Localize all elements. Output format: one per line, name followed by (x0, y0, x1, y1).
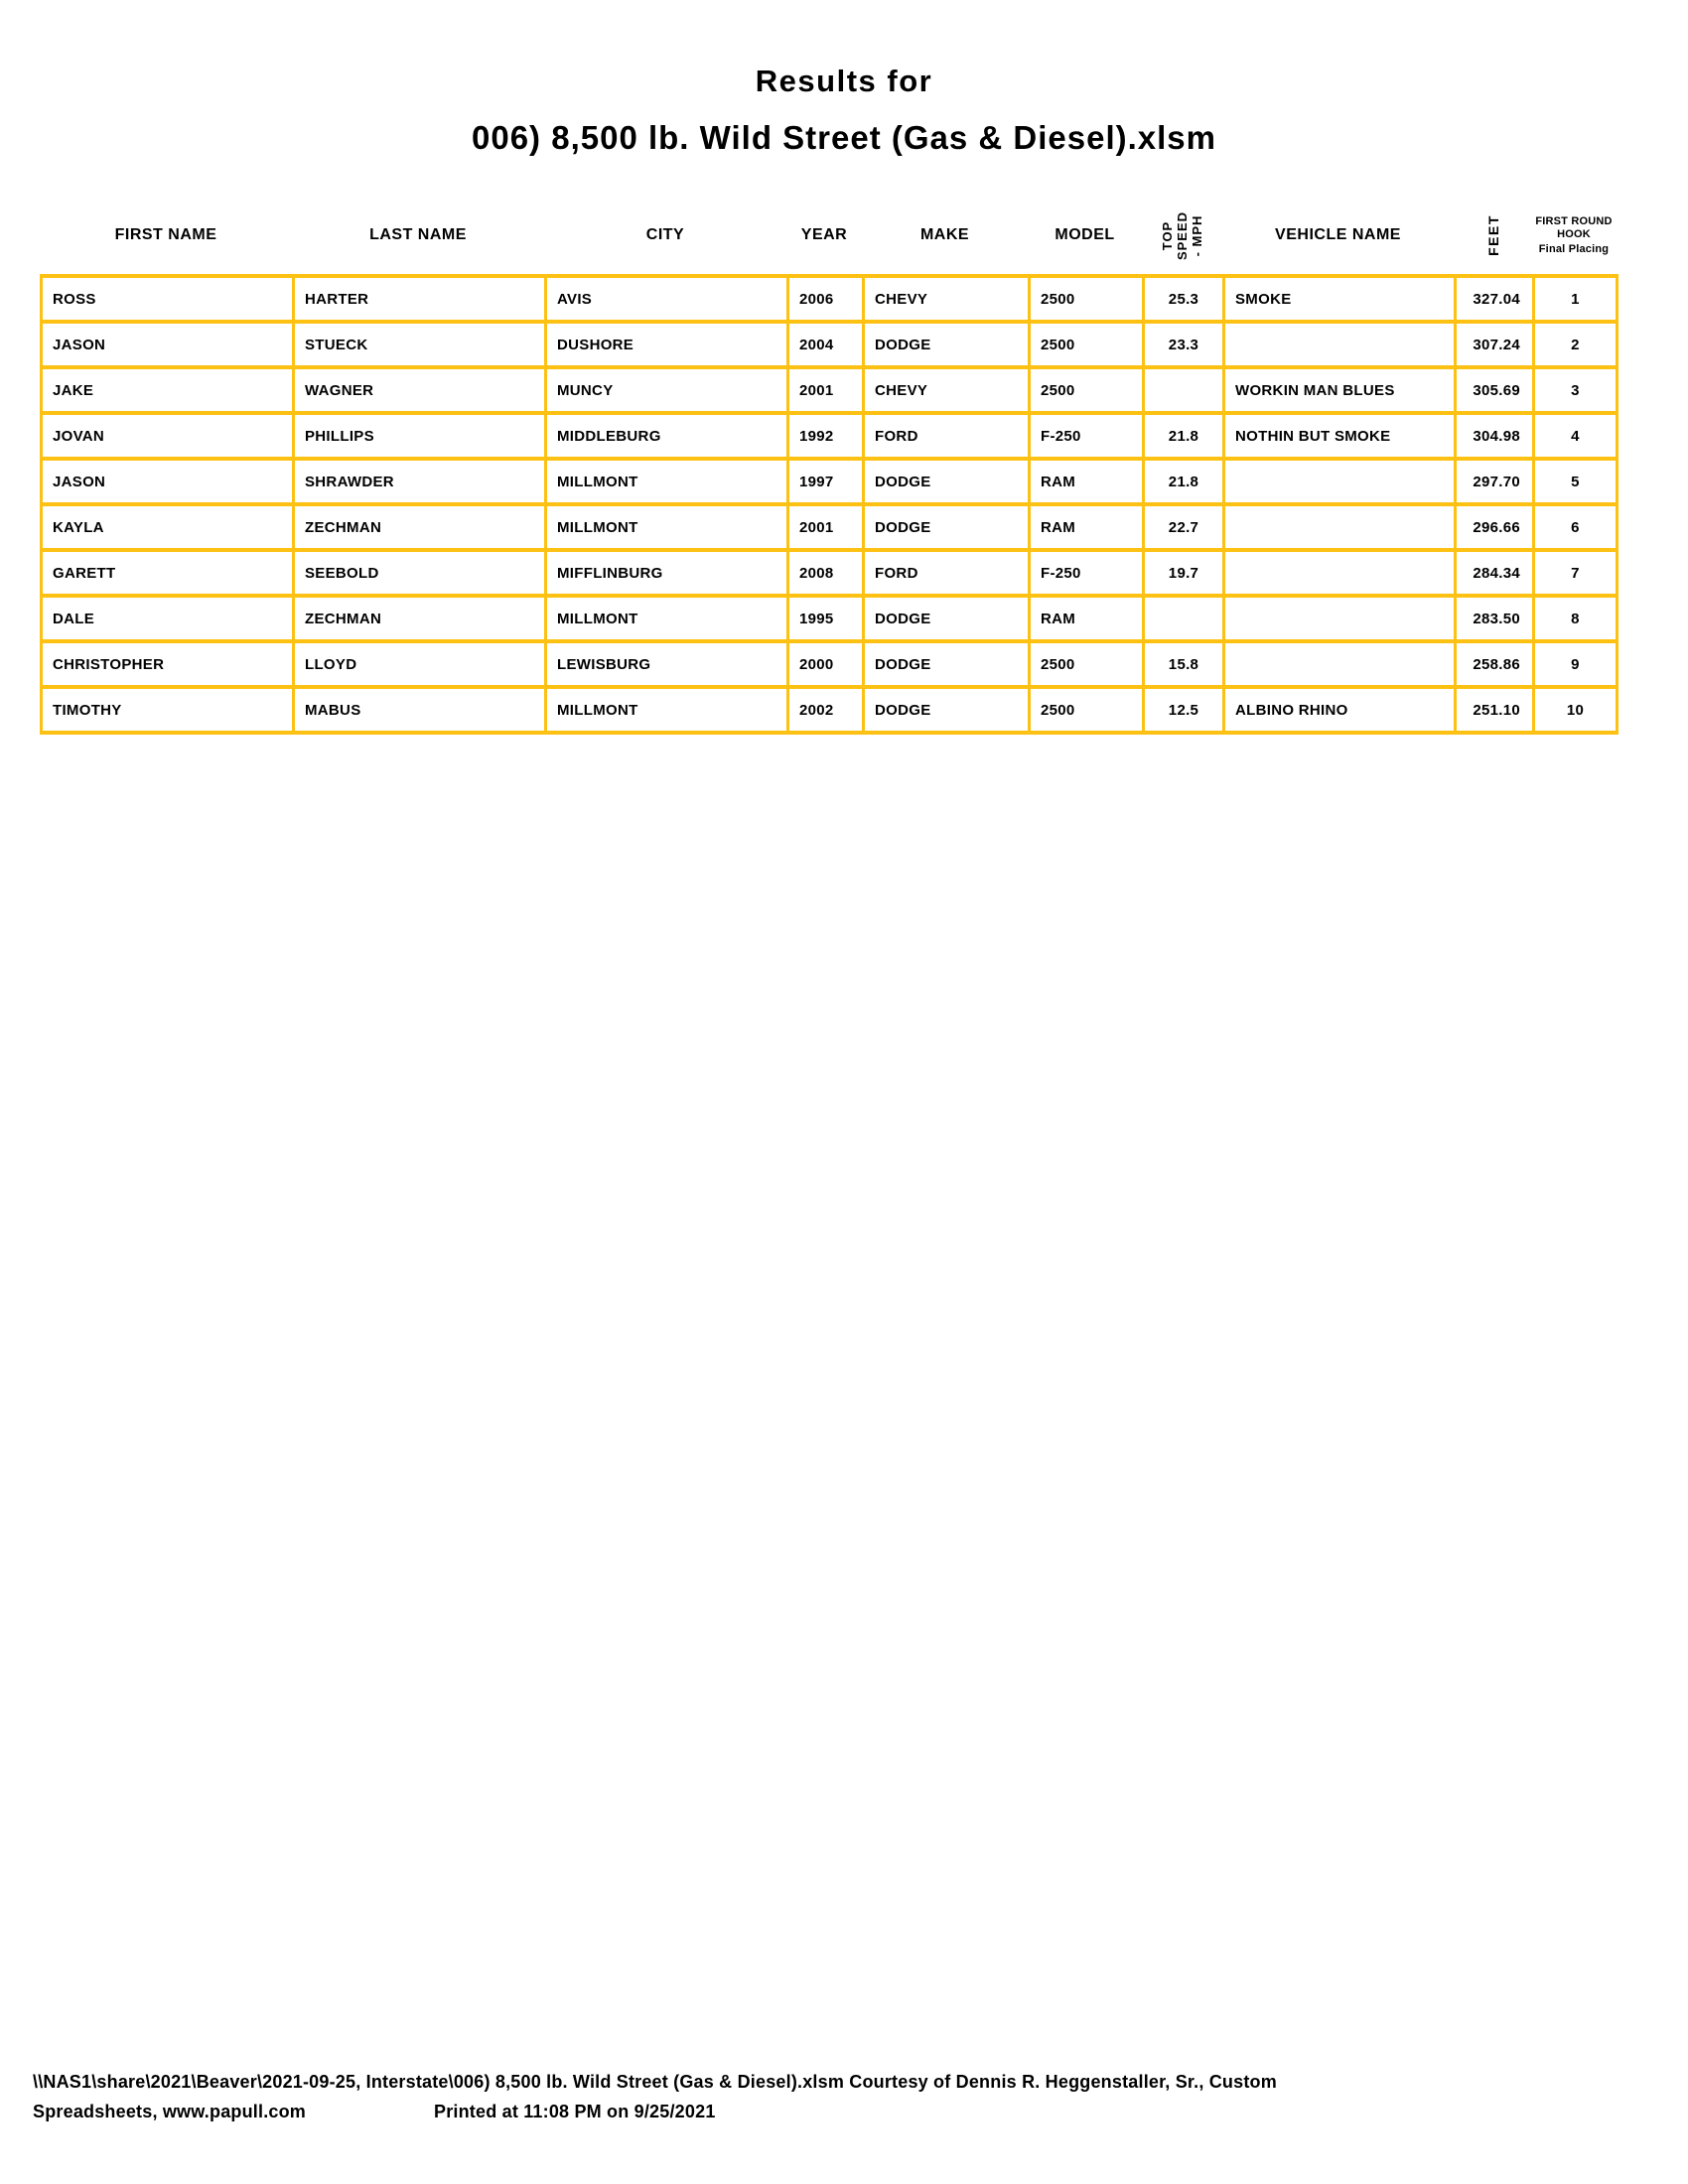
cell-city: LEWISBURG (546, 641, 788, 687)
cell-top_speed: 21.8 (1144, 413, 1224, 459)
cell-feet: 296.66 (1456, 504, 1534, 550)
col-header-label: MODEL (1055, 226, 1115, 243)
cell-feet: 304.98 (1456, 413, 1534, 459)
cell-top_speed: 23.3 (1144, 322, 1224, 367)
cell-feet: 305.69 (1456, 367, 1534, 413)
cell-vehicle_name (1224, 596, 1456, 641)
cell-year: 2002 (788, 687, 864, 733)
col-header-placing (1532, 197, 1616, 274)
col-header-last-name (292, 197, 544, 274)
results-table (40, 274, 1618, 735)
cell-top_speed: 22.7 (1144, 504, 1224, 550)
cell-model: RAM (1030, 459, 1144, 504)
cell-feet: 251.10 (1456, 687, 1534, 733)
col-header-sublabel: Final Placing (1538, 242, 1610, 255)
cell-make: DODGE (864, 322, 1030, 367)
cell-top_speed: 15.8 (1144, 641, 1224, 687)
cell-first_name: JOVAN (42, 413, 294, 459)
cell-placing: 9 (1534, 641, 1618, 687)
cell-placing: 8 (1534, 596, 1618, 641)
cell-placing: 4 (1534, 413, 1618, 459)
col-header-vehicle-name (1222, 197, 1454, 274)
cell-last_name: STUECK (294, 322, 546, 367)
col-header-year (786, 197, 862, 274)
cell-feet: 297.70 (1456, 459, 1534, 504)
cell-feet: 283.50 (1456, 596, 1534, 641)
rotated-header-text: FEET (1484, 214, 1501, 256)
cell-year: 1992 (788, 413, 864, 459)
cell-model: 2500 (1030, 276, 1144, 322)
cell-first_name: JAKE (42, 367, 294, 413)
col-header-model (1028, 197, 1142, 274)
cell-feet: 307.24 (1456, 322, 1534, 367)
cell-vehicle_name (1224, 641, 1456, 687)
footer-line2 (33, 2097, 1651, 2126)
col-header-label-line: HOOK (1557, 227, 1591, 240)
cell-top_speed: 19.7 (1144, 550, 1224, 596)
col-header-first-name (40, 197, 292, 274)
table-row (42, 413, 1618, 459)
cell-placing: 5 (1534, 459, 1618, 504)
cell-vehicle_name (1224, 550, 1456, 596)
table-column-headers (40, 197, 1616, 274)
table-row (42, 367, 1618, 413)
cell-vehicle_name: WORKIN MAN BLUES (1224, 367, 1456, 413)
table-row (42, 504, 1618, 550)
report-footer (33, 2067, 1651, 2126)
cell-city: MIFFLINBURG (546, 550, 788, 596)
cell-year: 2001 (788, 504, 864, 550)
cell-vehicle_name: NOTHIN BUT SMOKE (1224, 413, 1456, 459)
table-row (42, 459, 1618, 504)
cell-city: DUSHORE (546, 322, 788, 367)
cell-make: DODGE (864, 596, 1030, 641)
col-header-label: VEHICLE NAME (1275, 226, 1401, 243)
cell-placing: 3 (1534, 367, 1618, 413)
cell-make: DODGE (864, 641, 1030, 687)
footer-credit: Spreadsheets, www.papull.com (33, 2102, 307, 2121)
cell-year: 2001 (788, 367, 864, 413)
page-subtitle-filename: 006) 8,500 lb. Wild Street (Gas & Diesel).xlsm (472, 119, 1216, 156)
cell-model: F-250 (1030, 413, 1144, 459)
cell-top_speed (1144, 596, 1224, 641)
table-row (42, 687, 1618, 733)
cell-last_name: SHRAWDER (294, 459, 546, 504)
col-header-top-speed (1142, 197, 1222, 274)
cell-vehicle_name: SMOKE (1224, 276, 1456, 322)
cell-year: 1997 (788, 459, 864, 504)
cell-city: MILLMONT (546, 687, 788, 733)
table-row (42, 596, 1618, 641)
col-header-city (544, 197, 786, 274)
rotated-header-text (1160, 210, 1204, 259)
cell-placing: 7 (1534, 550, 1618, 596)
cell-first_name: CHRISTOPHER (42, 641, 294, 687)
cell-first_name: KAYLA (42, 504, 294, 550)
cell-top_speed: 21.8 (1144, 459, 1224, 504)
cell-last_name: LLOYD (294, 641, 546, 687)
col-header-make (862, 197, 1028, 274)
col-header-label: CITY (645, 226, 685, 243)
cell-last_name: MABUS (294, 687, 546, 733)
col-header-label: YEAR (800, 226, 848, 243)
cell-feet: 284.34 (1456, 550, 1534, 596)
col-header-label: MAKE (919, 226, 970, 243)
cell-last_name: ZECHMAN (294, 504, 546, 550)
cell-feet: 258.86 (1456, 641, 1534, 687)
cell-top_speed: 12.5 (1144, 687, 1224, 733)
cell-last_name: PHILLIPS (294, 413, 546, 459)
cell-make: CHEVY (864, 367, 1030, 413)
cell-year: 2006 (788, 276, 864, 322)
col-header-feet (1454, 197, 1532, 274)
cell-placing: 2 (1534, 322, 1618, 367)
cell-first_name: DALE (42, 596, 294, 641)
page-title: Results for (755, 64, 933, 98)
cell-vehicle_name (1224, 504, 1456, 550)
cell-city: MUNCY (546, 367, 788, 413)
col-header-label: LAST NAME (369, 226, 467, 243)
cell-vehicle_name (1224, 459, 1456, 504)
cell-placing: 10 (1534, 687, 1618, 733)
placing-header-text (1535, 215, 1612, 256)
cell-top_speed (1144, 367, 1224, 413)
cell-city: MIDDLEBURG (546, 413, 788, 459)
col-header-label-line: TOP (1159, 220, 1175, 250)
cell-make: CHEVY (864, 276, 1030, 322)
cell-city: MILLMONT (546, 459, 788, 504)
col-header-label-line: - MPH (1189, 214, 1204, 256)
cell-last_name: HARTER (294, 276, 546, 322)
cell-make: FORD (864, 413, 1030, 459)
cell-last_name: ZECHMAN (294, 596, 546, 641)
cell-make: DODGE (864, 504, 1030, 550)
cell-model: RAM (1030, 504, 1144, 550)
cell-city: MILLMONT (546, 596, 788, 641)
cell-placing: 6 (1534, 504, 1618, 550)
cell-year: 2000 (788, 641, 864, 687)
col-header-label-line: SPEED (1174, 210, 1190, 260)
cell-last_name: WAGNER (294, 367, 546, 413)
cell-make: DODGE (864, 687, 1030, 733)
cell-city: AVIS (546, 276, 788, 322)
table-row (42, 276, 1618, 322)
cell-vehicle_name (1224, 322, 1456, 367)
cell-placing: 1 (1534, 276, 1618, 322)
table-row (42, 322, 1618, 367)
cell-year: 2008 (788, 550, 864, 596)
cell-model: RAM (1030, 596, 1144, 641)
cell-last_name: SEEBOLD (294, 550, 546, 596)
table-row (42, 641, 1618, 687)
cell-feet: 327.04 (1456, 276, 1534, 322)
cell-first_name: JASON (42, 459, 294, 504)
cell-model: 2500 (1030, 687, 1144, 733)
cell-first_name: JASON (42, 322, 294, 367)
cell-top_speed: 25.3 (1144, 276, 1224, 322)
cell-first_name: TIMOTHY (42, 687, 294, 733)
col-header-label-line: FIRST ROUND (1535, 214, 1613, 227)
cell-year: 1995 (788, 596, 864, 641)
cell-first_name: ROSS (42, 276, 294, 322)
cell-model: 2500 (1030, 367, 1144, 413)
cell-model: F-250 (1030, 550, 1144, 596)
cell-year: 2004 (788, 322, 864, 367)
cell-make: DODGE (864, 459, 1030, 504)
cell-city: MILLMONT (546, 504, 788, 550)
footer-file-path: \\NAS1\share\2021\Beaver\2021-09-25, Interstate\006) 8,500 lb. Wild Street (Gas & Diesel).xlsm Courtesy of Dennis R. Heggenstaller, Sr., Custom (33, 2072, 1277, 2092)
cell-model: 2500 (1030, 322, 1144, 367)
cell-model: 2500 (1030, 641, 1144, 687)
table-row (42, 550, 1618, 596)
cell-make: FORD (864, 550, 1030, 596)
footer-printed-at: Printed at 11:08 PM on 9/25/2021 (434, 2102, 716, 2121)
cell-vehicle_name: ALBINO RHINO (1224, 687, 1456, 733)
cell-first_name: GARETT (42, 550, 294, 596)
col-header-label: FIRST NAME (114, 226, 217, 243)
